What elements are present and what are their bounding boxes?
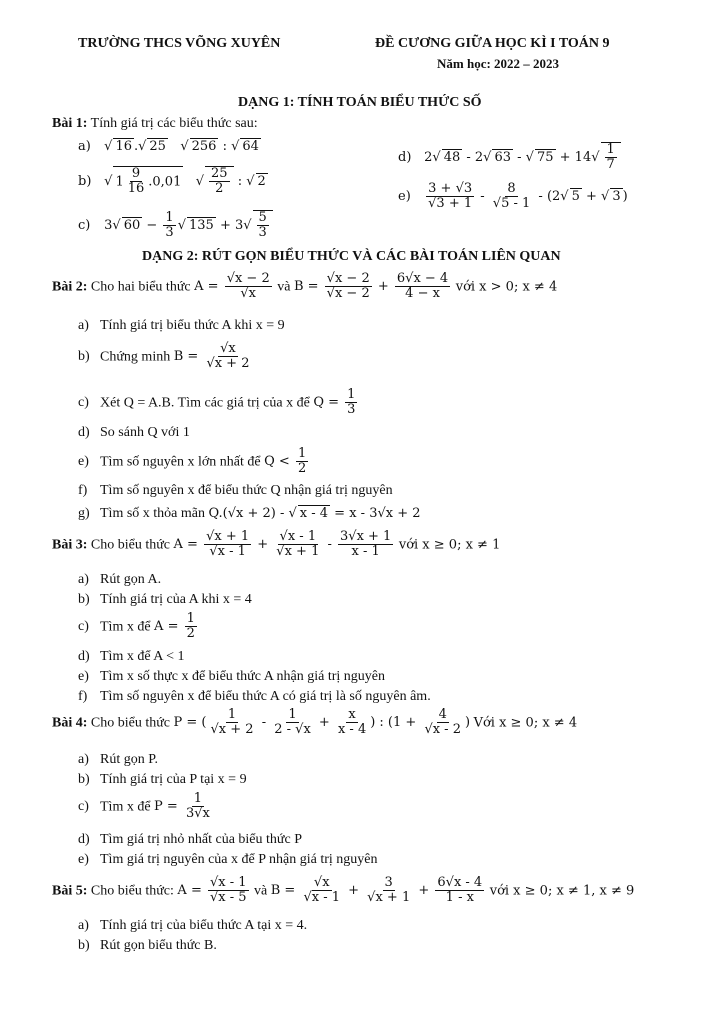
bai-1-heading: Bài 1: Tính giá trị các biểu thức sau:	[52, 116, 258, 131]
bai-1-item-b: b) √ 1 $\frac{9}{16}$ .0,01 √ $\frac{25}{2}$ : √ 2	[78, 166, 266, 197]
bai-2-item-d: d) So sánh Q với 1	[78, 425, 190, 440]
bai-1-item-c: c) 3√ 60 − $\frac{1}{3}$ √ 135 + 3√ $\frac{5}{3}$	[78, 210, 273, 241]
bai-5-item-a: a) Tính giá trị của biểu thức A tại x = 4.	[78, 918, 308, 933]
bai-4-item-e: e) Tìm giá trị nguyên của x để P nhận giá trị nguyên	[78, 852, 378, 867]
bai-3-item-a: a) Rút gọn A.	[78, 572, 162, 587]
bai-3-item-b: b) Tính giá trị của A khi x = 4	[78, 592, 252, 607]
bai-4-item-d: d) Tìm giá trị nhỏ nhất của biểu thức P	[78, 832, 302, 847]
school-year: Năm học: 2022 – 2023	[437, 56, 560, 71]
bai-4-statement: Bài 4: Cho biểu thức P = ( $\frac{1}{√x + 2}$ - $\frac{1}{2 - √x}$ + $\frac{x}{x - 4}$ ) : (1 + $\frac{4}{√x - 2}$ ) Với x ≥ 0; x ≠ 4	[52, 707, 578, 738]
bai-3-item-f: f) Tìm số nguyên x để biểu thức A có giá trị là số nguyên âm.	[78, 689, 431, 704]
bai-5-item-b: b) Rút gọn biểu thức B.	[78, 938, 217, 953]
bai-4-item-b: b) Tính giá trị của P tại x = 9	[78, 772, 247, 787]
bai-2-item-g: g) Tìm số x thỏa mãn Q.(√x + 2) - √ x - 4 = x - 3√x + 2	[78, 506, 421, 521]
school-name: TRƯỜNG THCS VÕNG XUYÊN	[78, 36, 281, 51]
document-title: ĐỀ CƯƠNG GIỮA HỌC KÌ I TOÁN 9	[375, 36, 610, 51]
bai-2-item-a: a) Tính giá trị biểu thức A khi x = 9	[78, 318, 285, 333]
bai-2-item-c: c) Xét Q = A.B. Tìm các giá trị của x để Q = $\frac{1}{3}$	[78, 387, 356, 418]
bai-3-item-e: e) Tìm x số thực x để biểu thức A nhận giá trị nguyên	[78, 669, 386, 684]
bai-2-item-e: e) Tìm số nguyên x lớn nhất để Q < $\frac{1}{2}$	[78, 446, 307, 477]
bai-1-item-d: d) 2√ 48 - 2√ 63 - √ 75 + 14√ $\frac{1}{7}$	[398, 142, 621, 173]
bai-2-item-f: f) Tìm số nguyên x để biểu thức Q nhận giá trị nguyên	[78, 483, 393, 498]
section-2-title: DẠNG 2: RÚT GỌN BIỂU THỨC VÀ CÁC BÀI TOÁN LIÊN QUAN	[142, 249, 561, 264]
section-1-title: DẠNG 1: TÍNH TOÁN BIỂU THỨC SỐ	[238, 95, 482, 110]
bai-1-item-e: e) $\frac{3 + √3}{√3 + 1}$ - $\frac{8}{√5 - 1}$ - (2√ 5 + √ 3 )	[398, 181, 628, 212]
bai-4-item-a: a) Rút gọn P.	[78, 752, 158, 767]
bai-2-item-b: b) Chứng minh B = $\frac{√x}{√x + 2}$	[78, 341, 250, 372]
bai-3-item-c: c) Tìm x để A = $\frac{1}{2}$	[78, 611, 195, 642]
bai-2-statement: Bài 2: Cho hai biểu thức A = $\frac{√x - 2}{√x}$ và B = $\frac{√x - 2}{√x - 2}$ + $\frac{6√x - 4}{4 - x}$ với x > 0; x ≠ 4	[52, 271, 558, 302]
bai-4-item-c: c) Tìm x để P = $\frac{1}{3√x}$	[78, 791, 210, 822]
bai-3-item-d: d) Tìm x để A < 1	[78, 649, 185, 664]
bai-3-statement: Bài 3: Cho biểu thức A = $\frac{√x + 1}{√x - 1}$ + $\frac{√x - 1}{√x + 1}$ - $\frac{3√x + 1}{x - 1}$ với x ≥ 0; x ≠ 1	[52, 529, 501, 560]
bai-1-item-a: a) √ 16 .√ 25 √ 256 : √ 64	[78, 139, 259, 154]
bai-5-statement: Bài 5: Cho biểu thức: A = $\frac{√x - 1}{√x - 5}$ và B = $\frac{√x}{√x - 1}$ + $\frac{3}{√x + 1}$ + $\frac{6√x - 4}{1 - x}$ với x ≥ 0; x ≠ 1, x ≠ 9	[52, 875, 635, 906]
